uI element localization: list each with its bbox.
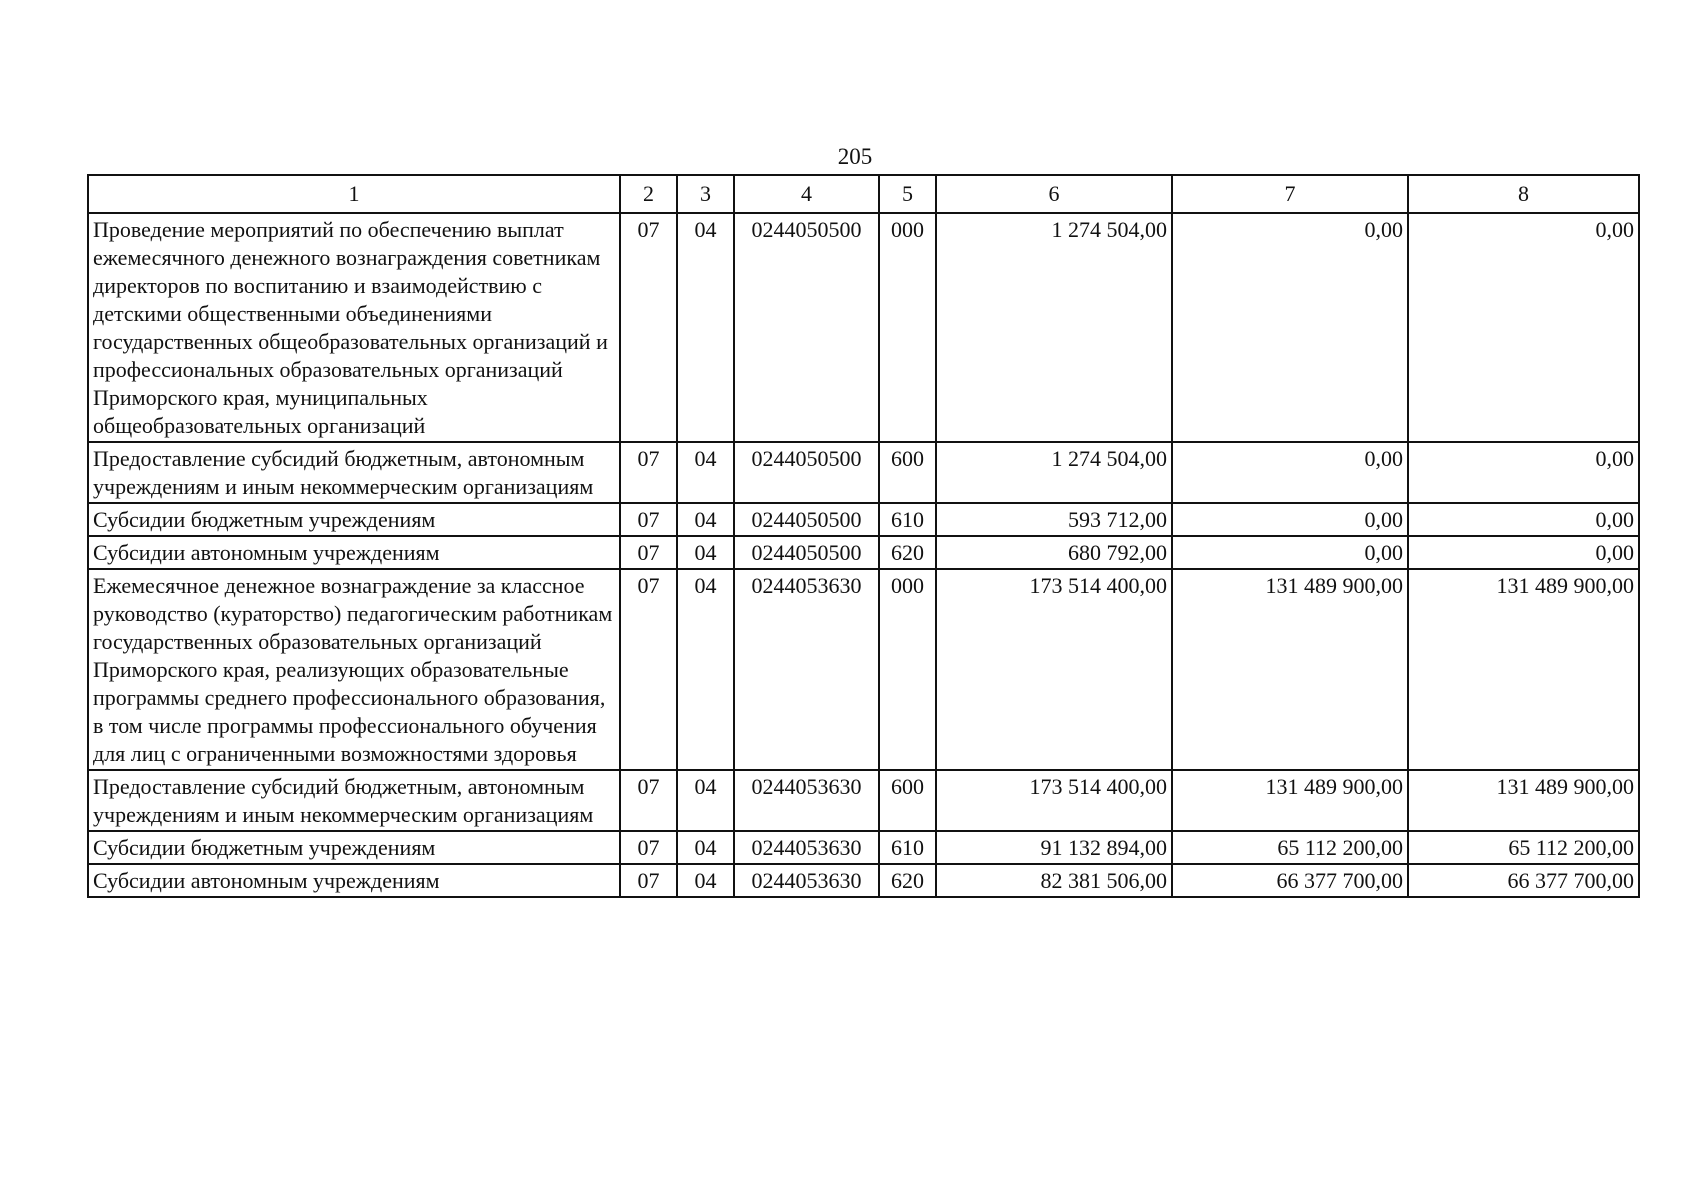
subsection-code: 04 xyxy=(677,864,734,897)
budget-table xyxy=(87,174,1640,898)
section-code: 07 xyxy=(620,864,677,897)
subsection-code: 04 xyxy=(677,831,734,864)
amount-col-7: 131 489 900,00 xyxy=(1172,569,1408,770)
expense-type-code: 600 xyxy=(879,770,936,831)
section-code: 07 xyxy=(620,569,677,770)
target-article-code: 0244050500 xyxy=(734,536,879,569)
amount-col-8: 0,00 xyxy=(1408,213,1639,442)
amount-col-6: 593 712,00 xyxy=(936,503,1172,536)
row-description: Предоставление субсидий бюджетным, автономным учреждениям и иным некоммерческим организациям xyxy=(88,770,620,831)
subsection-code: 04 xyxy=(677,213,734,442)
amount-col-6: 1 274 504,00 xyxy=(936,213,1172,442)
expense-type-code: 000 xyxy=(879,213,936,442)
table-row xyxy=(88,569,1639,770)
amount-col-6: 173 514 400,00 xyxy=(936,770,1172,831)
table-row xyxy=(88,770,1639,831)
amount-col-7: 131 489 900,00 xyxy=(1172,770,1408,831)
table-row xyxy=(88,213,1639,442)
subsection-code: 04 xyxy=(677,503,734,536)
table-row xyxy=(88,442,1639,503)
section-code: 07 xyxy=(620,503,677,536)
amount-col-6: 680 792,00 xyxy=(936,536,1172,569)
expense-type-code: 610 xyxy=(879,503,936,536)
column-header: 7 xyxy=(1172,175,1408,213)
row-description: Субсидии автономным учреждениям xyxy=(88,536,620,569)
table-row xyxy=(88,536,1639,569)
column-header: 5 xyxy=(879,175,936,213)
amount-col-7: 0,00 xyxy=(1172,442,1408,503)
column-header: 2 xyxy=(620,175,677,213)
expense-type-code: 610 xyxy=(879,831,936,864)
section-code: 07 xyxy=(620,442,677,503)
target-article-code: 0244050500 xyxy=(734,503,879,536)
amount-col-8: 0,00 xyxy=(1408,503,1639,536)
section-code: 07 xyxy=(620,536,677,569)
amount-col-8: 66 377 700,00 xyxy=(1408,864,1639,897)
subsection-code: 04 xyxy=(677,536,734,569)
target-article-code: 0244053630 xyxy=(734,770,879,831)
section-code: 07 xyxy=(620,831,677,864)
table-body xyxy=(88,213,1639,897)
page-number: 205 xyxy=(837,144,873,169)
row-description: Субсидии автономным учреждениям xyxy=(88,864,620,897)
target-article-code: 0244050500 xyxy=(734,442,879,503)
section-code: 07 xyxy=(620,213,677,442)
amount-col-8: 0,00 xyxy=(1408,442,1639,503)
row-description: Ежемесячное денежное вознаграждение за классное руководство (кураторство) педагогическим работникам государственных образовательных организаций Приморского края, реализующих образовательные программы среднего профессионального образования, в том числе программы профессионального обучения для лиц с ограниченными возможностями здоровья xyxy=(88,569,620,770)
row-description: Субсидии бюджетным учреждениям xyxy=(88,831,620,864)
subsection-code: 04 xyxy=(677,569,734,770)
column-header: 3 xyxy=(677,175,734,213)
column-header: 4 xyxy=(734,175,879,213)
subsection-code: 04 xyxy=(677,770,734,831)
target-article-code: 0244053630 xyxy=(734,864,879,897)
amount-col-7: 0,00 xyxy=(1172,503,1408,536)
amount-col-8: 131 489 900,00 xyxy=(1408,569,1639,770)
column-header: 6 xyxy=(936,175,1172,213)
row-description: Субсидии бюджетным учреждениям xyxy=(88,503,620,536)
amount-col-6: 173 514 400,00 xyxy=(936,569,1172,770)
row-description: Проведение мероприятий по обеспечению выплат ежемесячного денежного вознаграждения советникам директоров по воспитанию и взаимодействию с детскими общественными объединениями государственных общеобразовательных организаций и профессиональных образовательных организаций Приморского края, муниципальных общеобразовательных организаций xyxy=(88,213,620,442)
amount-col-8: 131 489 900,00 xyxy=(1408,770,1639,831)
amount-col-7: 65 112 200,00 xyxy=(1172,831,1408,864)
expense-type-code: 000 xyxy=(879,569,936,770)
amount-col-6: 1 274 504,00 xyxy=(936,442,1172,503)
target-article-code: 0244053630 xyxy=(734,569,879,770)
subsection-code: 04 xyxy=(677,442,734,503)
header-row xyxy=(88,175,1639,213)
amount-col-7: 66 377 700,00 xyxy=(1172,864,1408,897)
expense-type-code: 620 xyxy=(879,864,936,897)
row-description: Предоставление субсидий бюджетным, автономным учреждениям и иным некоммерческим организациям xyxy=(88,442,620,503)
amount-col-8: 65 112 200,00 xyxy=(1408,831,1639,864)
table-row xyxy=(88,503,1639,536)
section-code: 07 xyxy=(620,770,677,831)
amount-col-8: 0,00 xyxy=(1408,536,1639,569)
amount-col-6: 91 132 894,00 xyxy=(936,831,1172,864)
amount-col-7: 0,00 xyxy=(1172,213,1408,442)
table-row xyxy=(88,864,1639,897)
table-row xyxy=(88,831,1639,864)
expense-type-code: 600 xyxy=(879,442,936,503)
amount-col-6: 82 381 506,00 xyxy=(936,864,1172,897)
expense-type-code: 620 xyxy=(879,536,936,569)
target-article-code: 0244050500 xyxy=(734,213,879,442)
target-article-code: 0244053630 xyxy=(734,831,879,864)
column-header: 8 xyxy=(1408,175,1639,213)
amount-col-7: 0,00 xyxy=(1172,536,1408,569)
column-header: 1 xyxy=(88,175,620,213)
